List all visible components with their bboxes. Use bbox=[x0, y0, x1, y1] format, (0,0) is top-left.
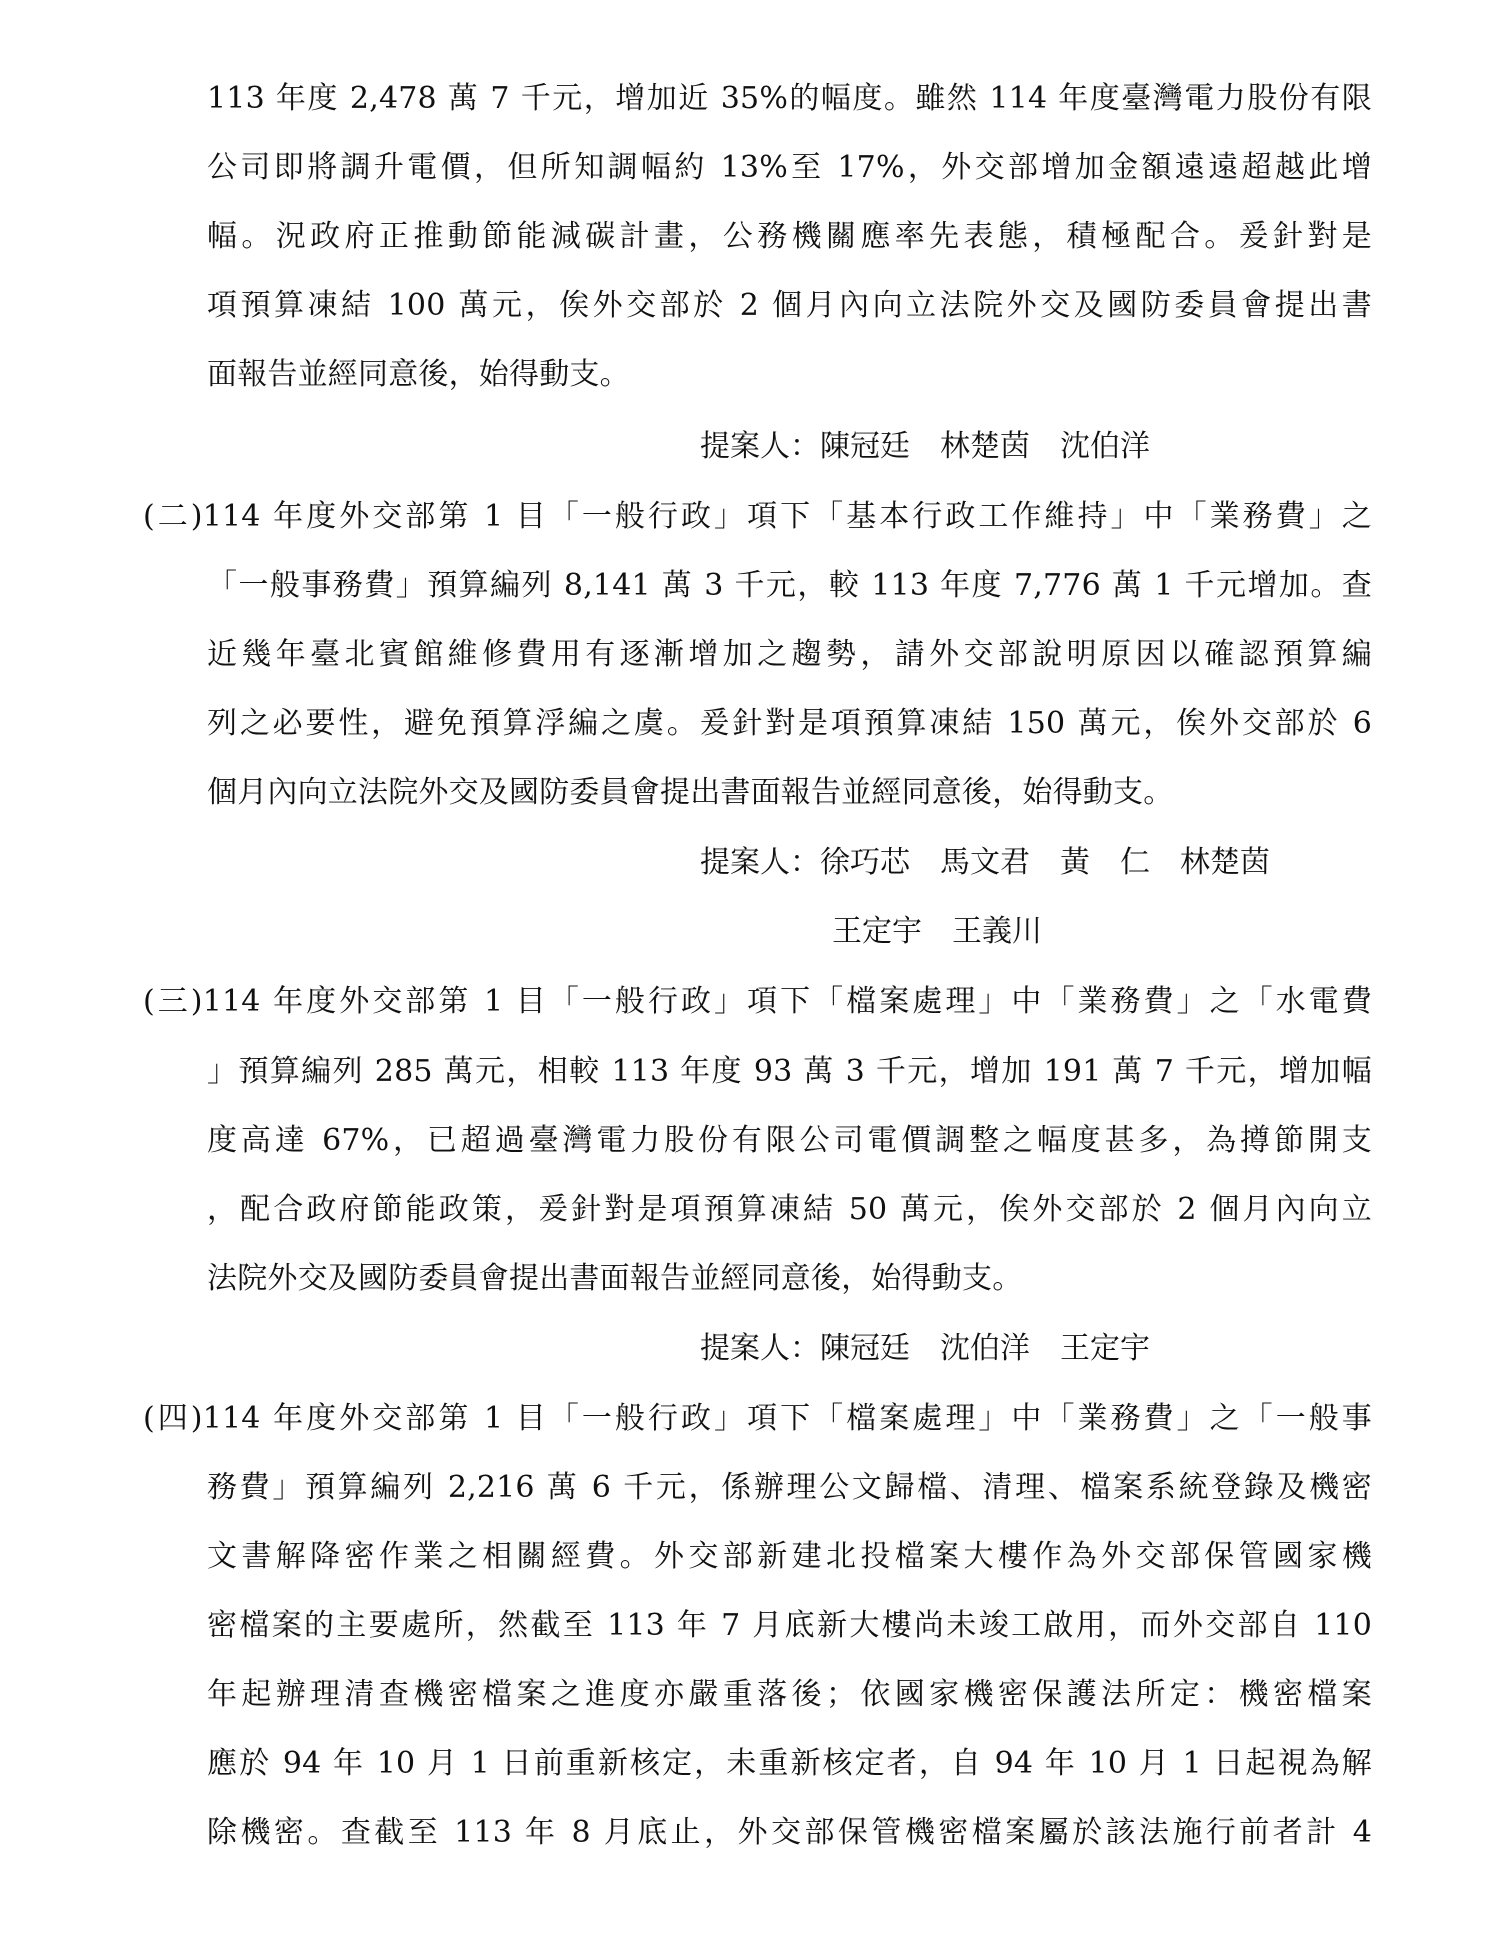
paragraph-line: 近幾年臺北賓館維修費用有逐漸增加之趨勢，請外交部說明原因以確認預算編 bbox=[207, 637, 1372, 672]
paragraph-line: 面報告並經同意後，始得動支。 bbox=[207, 357, 630, 392]
proposer-line: 提案人：陳冠廷 林楚茵 沈伯洋 bbox=[700, 429, 1150, 464]
paragraph-line: 113 年度 2,478 萬 7 千元，增加近 35%的幅度。雖然 114 年度臺灣電力股份有限 bbox=[207, 81, 1372, 116]
paragraph-line: 」預算編列 285 萬元，相較 113 年度 93 萬 3 千元，增加 191 萬 7 千元，增加幅 bbox=[207, 1054, 1372, 1089]
proposer-line: 提案人：陳冠廷 沈伯洋 王定宇 bbox=[700, 1331, 1150, 1366]
paragraph-line: 密檔案的主要處所，然截至 113 年 7 月底新大樓尚未竣工啟用，而外交部自 110 bbox=[207, 1608, 1372, 1643]
item-heading-line: (三)114 年度外交部第 1 目「一般行政」項下「檔案處理」中「業務費」之「水電費 bbox=[143, 984, 1372, 1019]
paragraph-line: 項預算凍結 100 萬元，俟外交部於 2 個月內向立法院外交及國防委員會提出書 bbox=[207, 288, 1372, 323]
paragraph-line: ，配合政府節能政策，爰針對是項預算凍結 50 萬元，俟外交部於 2 個月內向立 bbox=[207, 1192, 1372, 1227]
paragraph-line: 幅。況政府正推動節能減碳計畫，公務機關應率先表態，積極配合。爰針對是 bbox=[207, 219, 1372, 254]
paragraph-line: 公司即將調升電價，但所知調幅約 13%至 17%，外交部增加金額遠遠超越此增 bbox=[207, 150, 1372, 185]
paragraph-line: 除機密。查截至 113 年 8 月底止，外交部保管機密檔案屬於該法施行前者計 4 bbox=[207, 1815, 1372, 1850]
paragraph-line: 個月內向立法院外交及國防委員會提出書面報告並經同意後，始得動支。 bbox=[207, 775, 1174, 810]
paragraph-line: 務費」預算編列 2,216 萬 6 千元，係辦理公文歸檔、清理、檔案系統登錄及機密 bbox=[207, 1470, 1372, 1505]
paragraph-line: 法院外交及國防委員會提出書面報告並經同意後，始得動支。 bbox=[207, 1261, 1023, 1296]
item-heading-line: (四)114 年度外交部第 1 目「一般行政」項下「檔案處理」中「業務費」之「一般事 bbox=[143, 1401, 1372, 1436]
paragraph-line: 度高達 67%，已超過臺灣電力股份有限公司電價調整之幅度甚多，為撙節開支 bbox=[207, 1123, 1372, 1158]
item-heading-line: (二)114 年度外交部第 1 目「一般行政」項下「基本行政工作維持」中「業務費」之 bbox=[143, 499, 1372, 534]
paragraph-line: 年起辦理清查機密檔案之進度亦嚴重落後；依國家機密保護法所定：機密檔案 bbox=[207, 1677, 1372, 1712]
proposer-line: 提案人：徐巧芯 馬文君 黃 仁 林楚茵 bbox=[700, 845, 1270, 880]
proposer-line: 王定宇 王義川 bbox=[832, 914, 1042, 949]
paragraph-line: 文書解降密作業之相關經費。外交部新建北投檔案大樓作為外交部保管國家機 bbox=[207, 1539, 1372, 1574]
paragraph-line: 應於 94 年 10 月 1 日前重新核定，未重新核定者，自 94 年 10 月 1 日起視為解 bbox=[207, 1746, 1372, 1781]
paragraph-line: 列之必要性，避免預算浮編之虞。爰針對是項預算凍結 150 萬元，俟外交部於 6 bbox=[207, 706, 1372, 741]
paragraph-line: 「一般事務費」預算編列 8,141 萬 3 千元，較 113 年度 7,776 萬 1 千元增加。查 bbox=[207, 568, 1373, 603]
